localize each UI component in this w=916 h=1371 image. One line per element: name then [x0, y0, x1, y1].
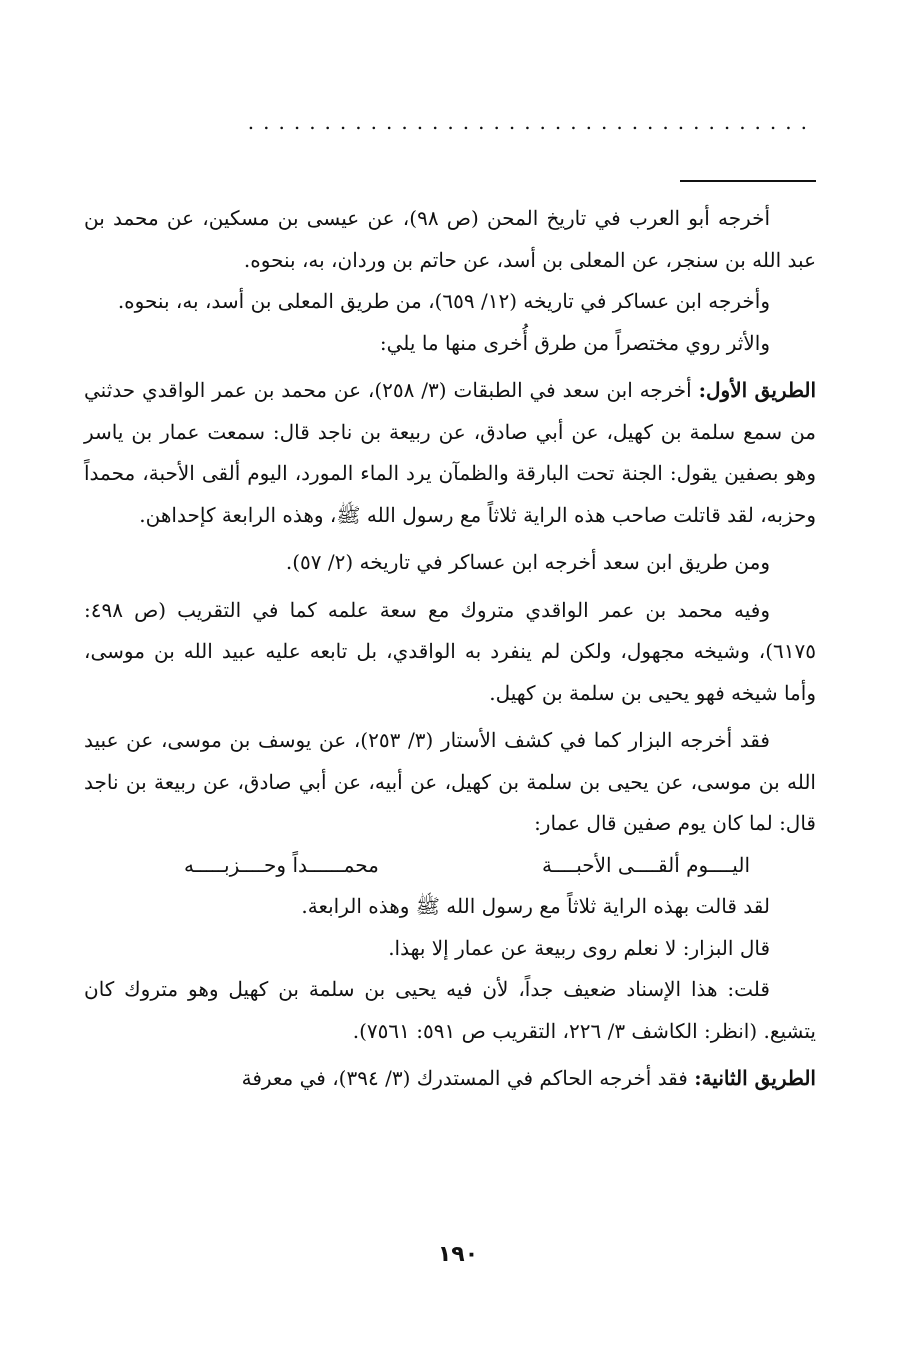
paragraph-path-one — [84, 370, 816, 536]
paragraph-bazzar: فقد أخرجه البزار كما في كشف الأستار (٣/ ٢٥٣)، عن يوسف بن موسى، عن عبيد الله بن موسى، عن يحيى بن سلمة بن كهيل، عن أبيه، عن أبي صادق، عن ربيعة بن ناجد قال: لما كان يوم صفين قال عمار: — [84, 728, 816, 835]
verse-first-hemistich: اليــــوم ألقــــى الأحبــــة — [542, 852, 750, 877]
paragraph-ibn-asakir: وأخرجه ابن عساكر في تاريخه (١٢/ ٦٥٩)، من طريق المعلى بن أسد، به، بنحوه. — [117, 289, 770, 313]
footnote-text — [84, 198, 816, 1100]
paragraph-bazzar-comment: قال البزار: لا نعلم روى ربيعة عن عمار إلا بهذا. — [388, 935, 770, 960]
verse-line — [84, 845, 816, 887]
path-two-text: فقد أخرجه الحاكم في المستدرك (٣/ ٣٩٤)، في معرفة — [241, 1066, 688, 1090]
paragraph-isnad-weak: قلت: هذا الإسناد ضعيف جداً، لأن فيه يحيى بن سلمة بن كهيل وهو متروك كان يتشيع. (انظر: الكاشف ٣/ ٢٢٦، التقريب ص ٥٩١: ٧٥٦١). — [84, 977, 816, 1043]
paragraph-path-two — [84, 1058, 816, 1100]
footnote-separator — [680, 180, 816, 182]
paragraph-other-paths: والأثر روي مختصراً من طرق أُخرى منها ما يلي: — [379, 330, 770, 355]
header-dotted-line: ..................................... — [247, 112, 816, 132]
paragraph-banner: لقد قالت بهذه الراية ثلاثاً مع رسول الله ﷺ وهذه الرابعة. — [301, 894, 770, 918]
paragraph-waqidi: وفيه محمد بن عمر الواقدي متروك مع سعة علمه كما في التقريب (ص ٤٩٨: ٦١٧٥)، وشيخه مجهول، ولكن لم ينفرد به الواقدي، بل تابعه عليه عبيد الله بن موسى، وأما شيخه فهو يحيى بن سلمة بن كهيل. — [84, 597, 816, 705]
verse-second-hemistich: محمــــــداً وحــــزبـــــه — [184, 852, 379, 877]
path-one-text: أخرجه ابن سعد في الطبقات (٣/ ٢٥٨)، عن محمد بن عمر الواقدي حدثني من سمع سلمة بن كهيل، عن أبي صادق، عن ربيعة بن ناجد قال: سمعت عمار بن ياسر وهو بصفين يقول: الجنة تحت البارقة والظمآن يرد الماء المورد، اليوم ألقى الأحبة، محمداً وحزبه، لقد قاتلت صاحب هذه الراية ثلاثاً مع رسول الله ﷺ، وهذه الرابعة كإحداهن. — [84, 378, 816, 527]
paragraph-abu-al-arab: أخرجه أبو العرب في تاريخ المحن (ص ٩٨)، عن عيسى بن مسكين، عن محمد بن عبد الله بن سنجر، عن المعلى بن أسد، عن حاتم بن وردان، به، بنحوه. — [84, 206, 816, 272]
page-number: ١٩٠ — [437, 1242, 479, 1267]
paragraph-ibn-saad-path: ومن طريق ابن سعد أخرجه ابن عساكر في تاريخه (٢/ ٥٧). — [285, 550, 770, 574]
path-two-label: الطريق الثانية: — [694, 1066, 816, 1090]
path-one-label: الطريق الأول: — [698, 378, 817, 402]
